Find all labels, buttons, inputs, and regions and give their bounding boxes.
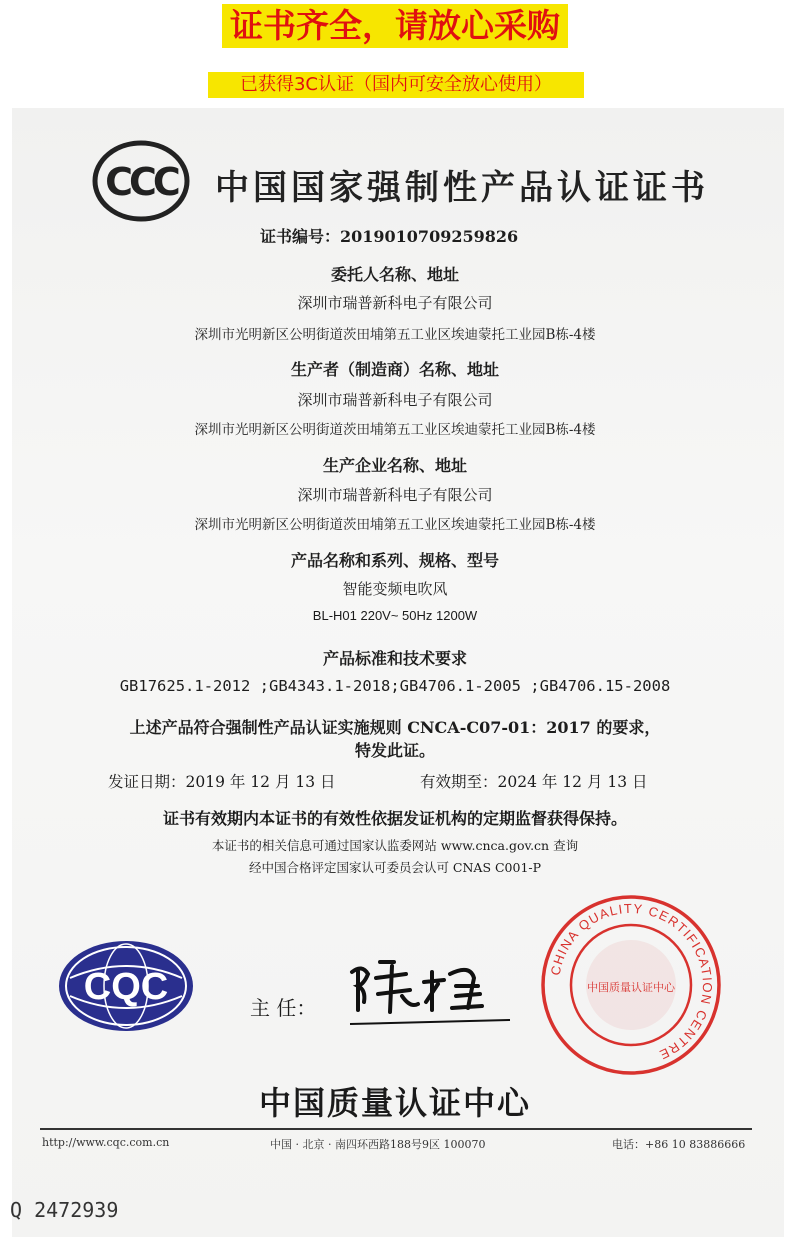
standards-list: GB17625.1-2012 ;GB4343.1-2018;GB4706.1-2005 ;GB4706.15-2008 xyxy=(119,677,671,695)
footer-website: http://www.cqc.com.cn xyxy=(42,1136,170,1149)
product-name: 智能变频电吹风 xyxy=(342,580,448,598)
product-model: BL-H01 220V~ 50Hz 1200W xyxy=(312,608,478,623)
certificate-number: 证书编号：2019010709259826 xyxy=(260,227,519,246)
info-line-accreditation: 经中国合格评定国家认可委员会认可 CNAS C001-P xyxy=(248,860,542,875)
ccc-logo-text: CCC xyxy=(105,160,177,204)
section-company-name: 深圳市瑞普新科电子有限公司 xyxy=(297,486,493,504)
issuer-name: 中国质量认证中心 xyxy=(258,1084,531,1122)
section-company-name: 深圳市瑞普新科电子有限公司 xyxy=(297,294,493,312)
director-signature xyxy=(340,944,520,1034)
section-address: 深圳市光明新区公明街道茨田埔第五工业区埃迪蒙托工业园B栋-4楼 xyxy=(194,327,596,343)
section-company-name: 深圳市瑞普新科电子有限公司 xyxy=(297,391,493,409)
info-line-website: 本证书的相关信息可通过国家认监委网站 www.cnca.gov.cn 查询 xyxy=(211,838,579,853)
section-address: 深圳市光明新区公明街道茨田埔第五工业区埃迪蒙托工业园B栋-4楼 xyxy=(194,422,596,438)
ccc-logo-icon xyxy=(92,140,190,222)
footer-phone: 电话：+86 10 83886666 xyxy=(612,1138,746,1151)
issue-date: 发证日期：2019 年 12 月 13 日 xyxy=(108,773,336,791)
certificate-title: 中国国家强制性产品认证证书 xyxy=(215,168,709,208)
seal-outer-text: CHINA QUALITY CERTIFICATION CENTRE xyxy=(547,900,716,1063)
cqc-logo-icon xyxy=(56,938,196,1034)
product-heading: 产品名称和系列、规格、型号 xyxy=(290,551,499,570)
section-heading: 委托人名称、地址 xyxy=(330,265,459,284)
conformity-statement: 上述产品符合强制性产品认证实施规则 CNCA-C07-01：2017 的要求， xyxy=(129,718,661,737)
promo-banner-sub: 已获得3C认证（国内可安全放心使用） xyxy=(208,72,584,98)
serial-number: Q 2472939 xyxy=(10,1198,119,1222)
section-heading: 生产者（制造商）名称、地址 xyxy=(290,360,499,379)
promo-banner-main: 证书齐全，请放心采购 xyxy=(222,4,568,48)
conformity-statement-end: 特发此证。 xyxy=(354,741,435,760)
director-label: 主 任： xyxy=(250,996,317,1020)
footer-divider xyxy=(40,1128,752,1130)
cqc-logo-text: CQC xyxy=(83,966,169,1008)
section-address: 深圳市光明新区公明街道茨田埔第五工业区埃迪蒙托工业园B栋-4楼 xyxy=(194,517,596,533)
validity-note: 证书有效期内本证书的有效性依据发证机构的定期监督获得保持。 xyxy=(162,809,627,828)
certification-seal xyxy=(538,892,724,1078)
footer-address: 中国 · 北京 · 南四环西路188号9区 100070 xyxy=(270,1138,486,1151)
standards-heading: 产品标准和技术要求 xyxy=(322,649,467,668)
seal-inner-text: 中国质量认证中心 xyxy=(587,981,675,994)
section-heading: 生产企业名称、地址 xyxy=(322,456,467,475)
expiry-date: 有效期至：2024 年 12 月 13 日 xyxy=(420,773,648,791)
